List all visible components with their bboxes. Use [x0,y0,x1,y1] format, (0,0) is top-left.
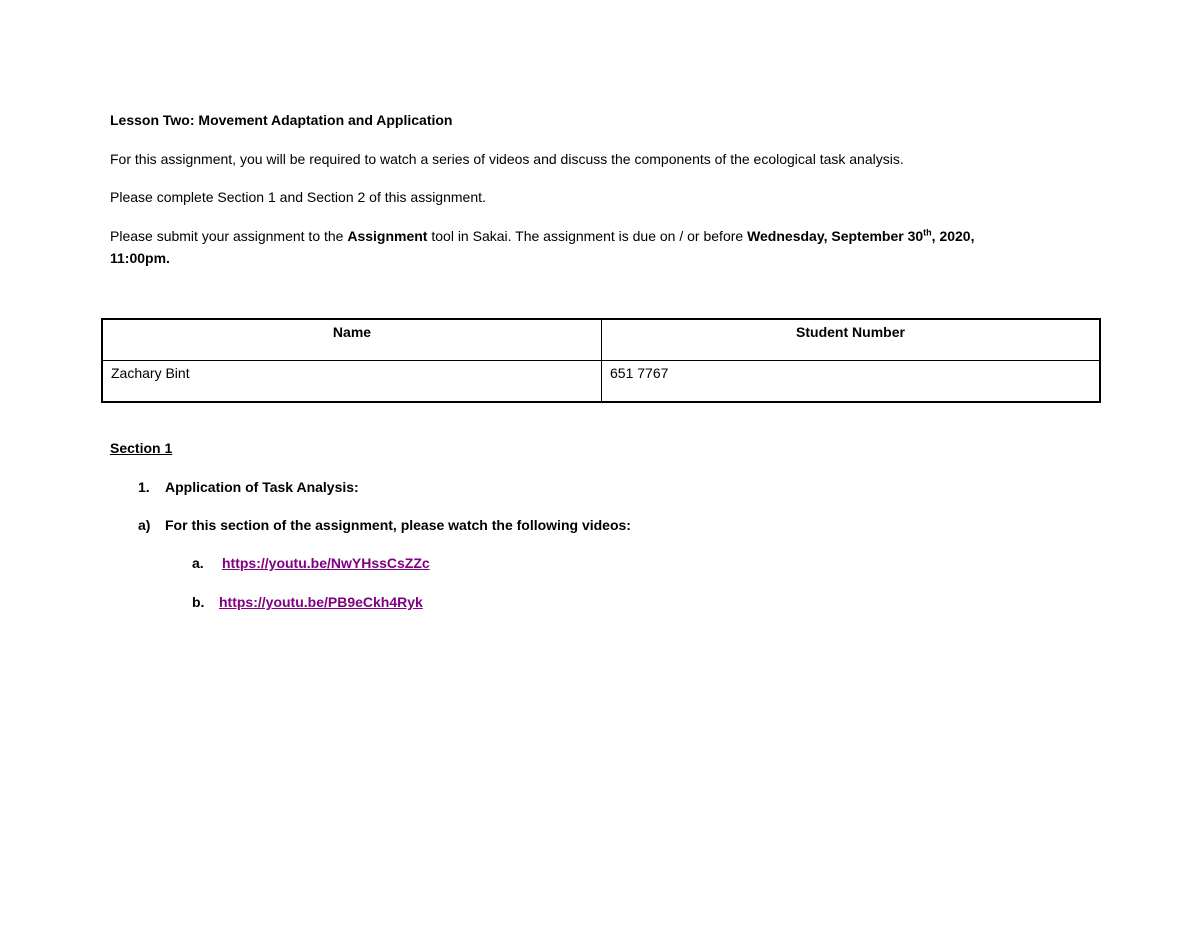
submit-middle: tool in Sakai. The assignment is due on / or before [427,228,748,244]
submit-instruction [110,226,975,246]
due-date-main: Wednesday, September 30 [747,228,924,244]
due-date [747,228,974,244]
student-info-table [101,318,1101,403]
numbered-item [138,477,359,497]
intro-paragraph: For this assignment, you will be required to watch a series of videos and discuss the components of the ecological task analysis. [110,151,904,167]
sub-item-letter: a) [138,517,151,533]
due-date-suffix: th [923,227,932,238]
link-marker: b. [192,594,205,610]
due-date-year: , 2020, [931,228,975,244]
lesson-title: Lesson Two: Movement Adaptation and Application [110,112,453,128]
assignment-tool-name: Assignment [347,228,428,244]
video-link[interactable]: https://youtu.be/NwYHssCsZZc [222,555,430,571]
sub-item-label: For this section of the assignment, please watch the following videos: [165,517,631,533]
student-number-cell: 651 7767 [602,361,1101,403]
table-row [102,361,1100,403]
due-time: 11:00pm. [110,250,170,266]
sub-item [138,515,631,535]
student-number-header: Student Number [602,319,1101,361]
name-header: Name [102,319,602,361]
section-heading: Section 1 [110,440,173,456]
link-marker: a. [192,555,204,571]
table-header-row [102,319,1100,361]
video-link[interactable]: https://youtu.be/PB9eCkh4Ryk [219,594,423,610]
video-link-item [192,592,423,612]
video-link-item [192,553,430,573]
complete-instruction: Please complete Section 1 and Section 2 of this assignment. [110,189,486,205]
submit-prefix: Please submit your assignment to the [110,228,348,244]
item-number: 1. [138,479,150,495]
item-label: Application of Task Analysis: [165,479,359,495]
student-name-cell: Zachary Bint [102,361,602,403]
